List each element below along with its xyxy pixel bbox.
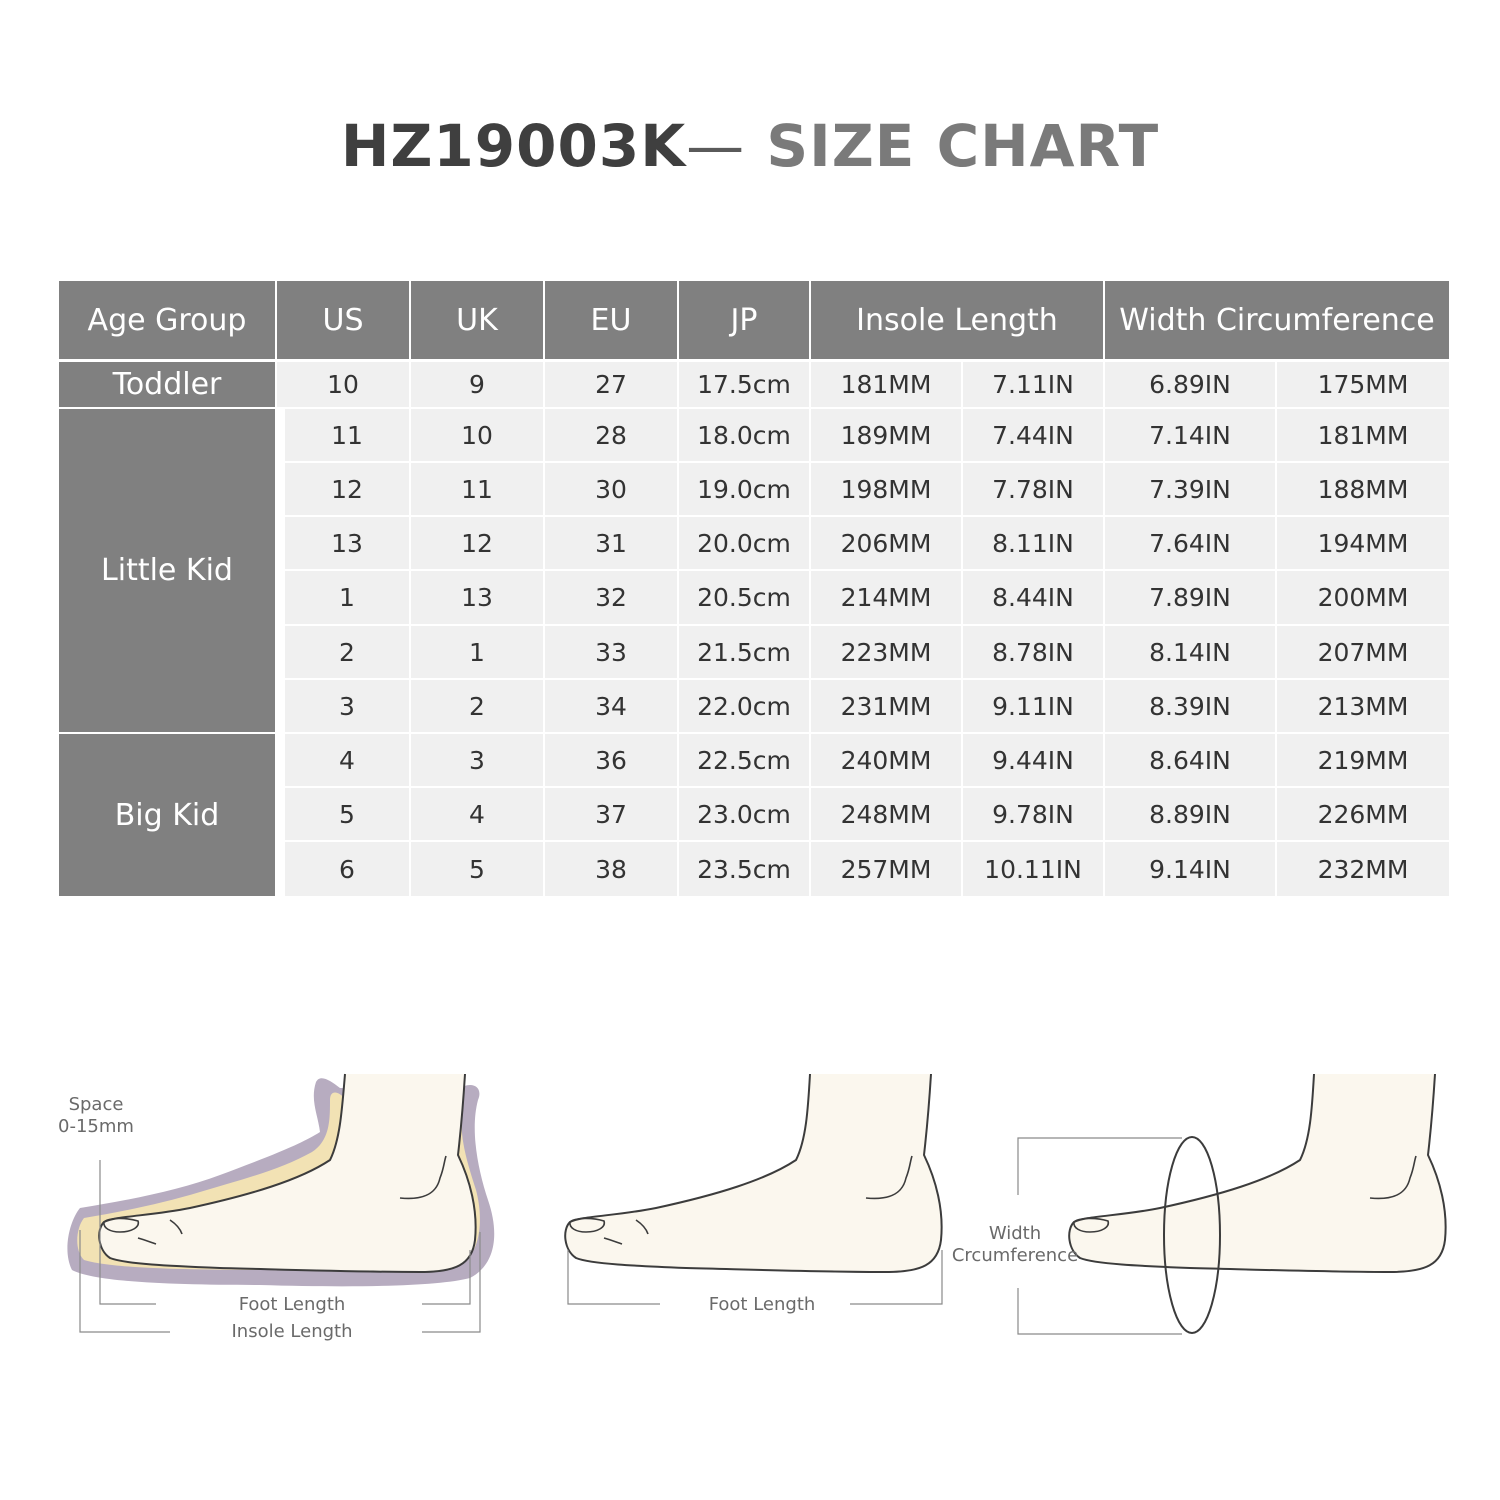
age-group-big-kid: Big Kid	[59, 734, 275, 896]
age-group-little-kid: Little Kid	[59, 409, 275, 732]
header-width-circumference: Width Circumference	[1105, 281, 1449, 359]
foot-length-label-2: Foot Length	[708, 1294, 816, 1315]
cell-eu: 36	[545, 734, 677, 786]
cell-insole-mm: 231MM	[811, 680, 961, 732]
cell-insole-mm: 257MM	[811, 842, 961, 896]
cell-insole-in: 7.11IN	[963, 362, 1103, 407]
age-group-toddler: Toddler	[59, 362, 275, 407]
header-age-group: Age Group	[59, 281, 275, 359]
cell-width-in: 9.14IN	[1105, 842, 1275, 896]
cell-jp: 21.5cm	[679, 626, 809, 678]
cell-insole-mm: 240MM	[811, 734, 961, 786]
cell-insole-mm: 223MM	[811, 626, 961, 678]
cell-us: 6	[285, 842, 409, 896]
cell-insole-in: 9.78IN	[963, 788, 1103, 840]
cell-uk: 11	[411, 463, 543, 515]
cell-insole-in: 9.11IN	[963, 680, 1103, 732]
cell-uk: 2	[411, 680, 543, 732]
cell-insole-mm: 198MM	[811, 463, 961, 515]
cell-insole-mm: 214MM	[811, 571, 961, 624]
cell-width-mm: 175MM	[1277, 362, 1449, 407]
cell-insole-in: 10.11IN	[963, 842, 1103, 896]
cell-width-mm: 188MM	[1277, 463, 1449, 515]
cell-uk: 5	[411, 842, 543, 896]
cell-insole-in: 9.44IN	[963, 734, 1103, 786]
cell-width-mm: 207MM	[1277, 626, 1449, 678]
cell-width-mm: 194MM	[1277, 517, 1449, 569]
cell-width-mm: 213MM	[1277, 680, 1449, 732]
cell-jp: 20.0cm	[679, 517, 809, 569]
cell-width-in: 7.64IN	[1105, 517, 1275, 569]
cell-width-in: 6.89IN	[1105, 362, 1275, 407]
cell-us: 13	[285, 517, 409, 569]
cell-width-mm: 232MM	[1277, 842, 1449, 896]
cell-uk: 4	[411, 788, 543, 840]
cell-uk: 12	[411, 517, 543, 569]
cell-us: 1	[285, 571, 409, 624]
cell-insole-in: 7.78IN	[963, 463, 1103, 515]
cell-uk: 1	[411, 626, 543, 678]
size-chart-table	[59, 281, 1449, 896]
cell-us: 4	[285, 734, 409, 786]
cell-jp: 23.0cm	[679, 788, 809, 840]
circumference-text: Crcumference	[951, 1245, 1079, 1266]
foot-outline-3	[1069, 1074, 1445, 1272]
title-text: SIZE CHART	[766, 112, 1160, 180]
cell-jp: 18.0cm	[679, 409, 809, 461]
cell-insole-mm: 206MM	[811, 517, 961, 569]
cell-width-in: 8.64IN	[1105, 734, 1275, 786]
cell-width-mm: 181MM	[1277, 409, 1449, 461]
space-label	[40, 1094, 152, 1138]
cell-width-in: 7.89IN	[1105, 571, 1275, 624]
cell-jp: 22.5cm	[679, 734, 809, 786]
measurement-diagrams	[0, 1060, 1500, 1380]
cell-eu: 34	[545, 680, 677, 732]
header-eu: EU	[545, 281, 677, 359]
header-jp: JP	[679, 281, 809, 359]
cell-insole-in: 8.78IN	[963, 626, 1103, 678]
foot-outline-2	[565, 1074, 941, 1272]
cell-us: 12	[285, 463, 409, 515]
cell-eu: 38	[545, 842, 677, 896]
cell-us: 3	[285, 680, 409, 732]
cell-jp: 17.5cm	[679, 362, 809, 407]
cell-eu: 28	[545, 409, 677, 461]
cell-eu: 37	[545, 788, 677, 840]
model-code: HZ19003K	[340, 112, 687, 180]
cell-uk: 13	[411, 571, 543, 624]
cell-eu: 27	[545, 362, 677, 407]
cell-eu: 33	[545, 626, 677, 678]
header-insole-length: Insole Length	[811, 281, 1103, 359]
cell-width-mm: 200MM	[1277, 571, 1449, 624]
cell-us: 5	[285, 788, 409, 840]
cell-eu: 31	[545, 517, 677, 569]
cell-insole-in: 7.44IN	[963, 409, 1103, 461]
cell-eu: 30	[545, 463, 677, 515]
cell-uk: 3	[411, 734, 543, 786]
cell-insole-in: 8.44IN	[963, 571, 1103, 624]
cell-width-mm: 219MM	[1277, 734, 1449, 786]
cell-us: 2	[285, 626, 409, 678]
cell-width-in: 8.89IN	[1105, 788, 1275, 840]
cell-width-in: 8.14IN	[1105, 626, 1275, 678]
page-title	[0, 112, 1500, 180]
cell-width-mm: 226MM	[1277, 788, 1449, 840]
cell-eu: 32	[545, 571, 677, 624]
cell-insole-mm: 248MM	[811, 788, 961, 840]
header-us: US	[277, 281, 409, 359]
space-text: Space	[68, 1094, 124, 1115]
cell-jp: 22.0cm	[679, 680, 809, 732]
width-text: Width	[988, 1223, 1042, 1244]
cell-uk: 10	[411, 409, 543, 461]
cell-jp: 23.5cm	[679, 842, 809, 896]
header-uk: UK	[411, 281, 543, 359]
cell-width-in: 7.14IN	[1105, 409, 1275, 461]
title-dash: —	[686, 112, 746, 180]
cell-us: 10	[277, 362, 409, 407]
cell-jp: 20.5cm	[679, 571, 809, 624]
foot-length-label-1: Foot Length	[238, 1294, 346, 1315]
cell-jp: 19.0cm	[679, 463, 809, 515]
width-circumference-figure	[1018, 1074, 1446, 1334]
cell-insole-mm: 181MM	[811, 362, 961, 407]
insole-length-label: Insole Length	[231, 1321, 353, 1342]
foot-length-figure	[565, 1074, 942, 1304]
cell-width-in: 7.39IN	[1105, 463, 1275, 515]
cell-insole-in: 8.11IN	[963, 517, 1103, 569]
space-range-text: 0-15mm	[58, 1116, 134, 1137]
cell-insole-mm: 189MM	[811, 409, 961, 461]
width-circumference-label	[935, 1223, 1095, 1267]
cell-us: 11	[285, 409, 409, 461]
cell-width-in: 8.39IN	[1105, 680, 1275, 732]
cell-uk: 9	[411, 362, 543, 407]
